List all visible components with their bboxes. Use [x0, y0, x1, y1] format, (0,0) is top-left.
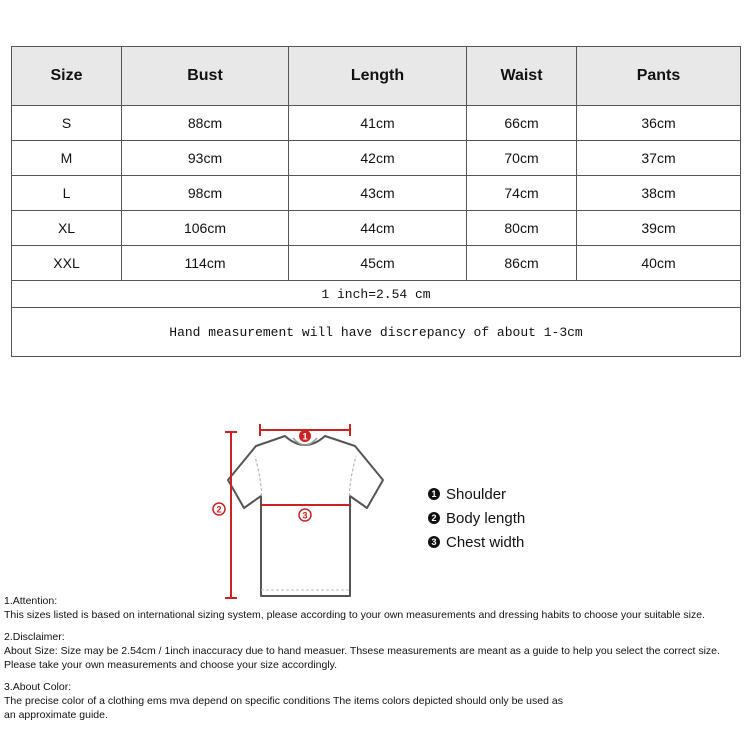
- legend-number: 1: [428, 488, 440, 500]
- cell-waist: 80cm: [467, 211, 577, 246]
- disclaimer-text-2: Please take your own measurements and choose your size accordingly.: [4, 659, 338, 671]
- cell-bust: 98cm: [122, 176, 289, 211]
- cell-waist: 66cm: [467, 106, 577, 141]
- table-row: [12, 176, 741, 211]
- cell-bust: 88cm: [122, 106, 289, 141]
- cell-length: 42cm: [289, 141, 467, 176]
- color-text-1: The precise color of a clothing ems mva depend on specific conditions The items colors depicted should only be used as: [4, 695, 563, 707]
- disclaimer-note: [4, 630, 748, 672]
- legend-item-shoulder: [428, 482, 525, 506]
- color-text-2: an approximate guide.: [4, 709, 108, 721]
- table-row: [12, 141, 741, 176]
- header-length: Length: [289, 47, 467, 106]
- table-row: [12, 211, 741, 246]
- cell-size: XXL: [12, 246, 122, 281]
- legend-item-body-length: [428, 506, 525, 530]
- cell-waist: 86cm: [467, 246, 577, 281]
- cell-pants: 38cm: [577, 176, 741, 211]
- table-row: [12, 106, 741, 141]
- legend-item-chest-width: [428, 530, 525, 554]
- marker-3-label: 3: [302, 510, 308, 521]
- attention-title: 1.Attention:: [4, 595, 58, 607]
- marker-1-label: 1: [302, 431, 308, 442]
- cell-pants: 37cm: [577, 141, 741, 176]
- legend-number: 2: [428, 512, 440, 524]
- cell-pants: 40cm: [577, 246, 741, 281]
- cell-pants: 39cm: [577, 211, 741, 246]
- legend-label: Shoulder: [446, 485, 507, 503]
- color-title: 3.About Color:: [4, 681, 72, 693]
- marker-2-label: 2: [216, 504, 222, 515]
- size-chart-table: [11, 46, 741, 357]
- cell-size: XL: [12, 211, 122, 246]
- cell-size: L: [12, 176, 122, 211]
- legend-label: Chest width: [446, 533, 525, 551]
- header-bust: Bust: [122, 47, 289, 106]
- table-row: [12, 246, 741, 281]
- attention-note: [4, 594, 748, 622]
- cell-pants: 36cm: [577, 106, 741, 141]
- inch-conversion-note: 1 inch=2.54 cm: [12, 281, 741, 308]
- cell-bust: 93cm: [122, 141, 289, 176]
- hand-measurement-row: [12, 308, 741, 357]
- header-pants: Pants: [577, 47, 741, 106]
- cell-bust: 106cm: [122, 211, 289, 246]
- cell-length: 45cm: [289, 246, 467, 281]
- header-waist: Waist: [467, 47, 577, 106]
- cell-bust: 114cm: [122, 246, 289, 281]
- hand-measurement-note: Hand measurement will have discrepancy of about 1-3cm: [12, 308, 741, 357]
- cell-length: 43cm: [289, 176, 467, 211]
- cell-waist: 74cm: [467, 176, 577, 211]
- color-note: [4, 680, 748, 722]
- cell-size: M: [12, 141, 122, 176]
- cell-waist: 70cm: [467, 141, 577, 176]
- table-header-row: [12, 47, 741, 106]
- cell-length: 44cm: [289, 211, 467, 246]
- disclaimer-title: 2.Disclaimer:: [4, 631, 65, 643]
- legend-label: Body length: [446, 509, 526, 527]
- cell-size: S: [12, 106, 122, 141]
- measurement-legend: [428, 482, 525, 554]
- header-size: Size: [12, 47, 122, 106]
- notes-section: [4, 594, 748, 730]
- inch-conversion-row: [12, 281, 741, 308]
- disclaimer-text-1: About Size: Size may be 2.54cm / 1inch inaccuracy due to hand measuer. Thsese measurements are meant as a guide to help you select the correct size.: [4, 645, 720, 657]
- cell-length: 41cm: [289, 106, 467, 141]
- legend-number: 3: [428, 536, 440, 548]
- attention-text: This sizes listed is based on international sizing system, please according to your own measurements and dressing habits to choose your suitable size.: [4, 609, 705, 621]
- tshirt-measurement-diagram: [205, 418, 400, 603]
